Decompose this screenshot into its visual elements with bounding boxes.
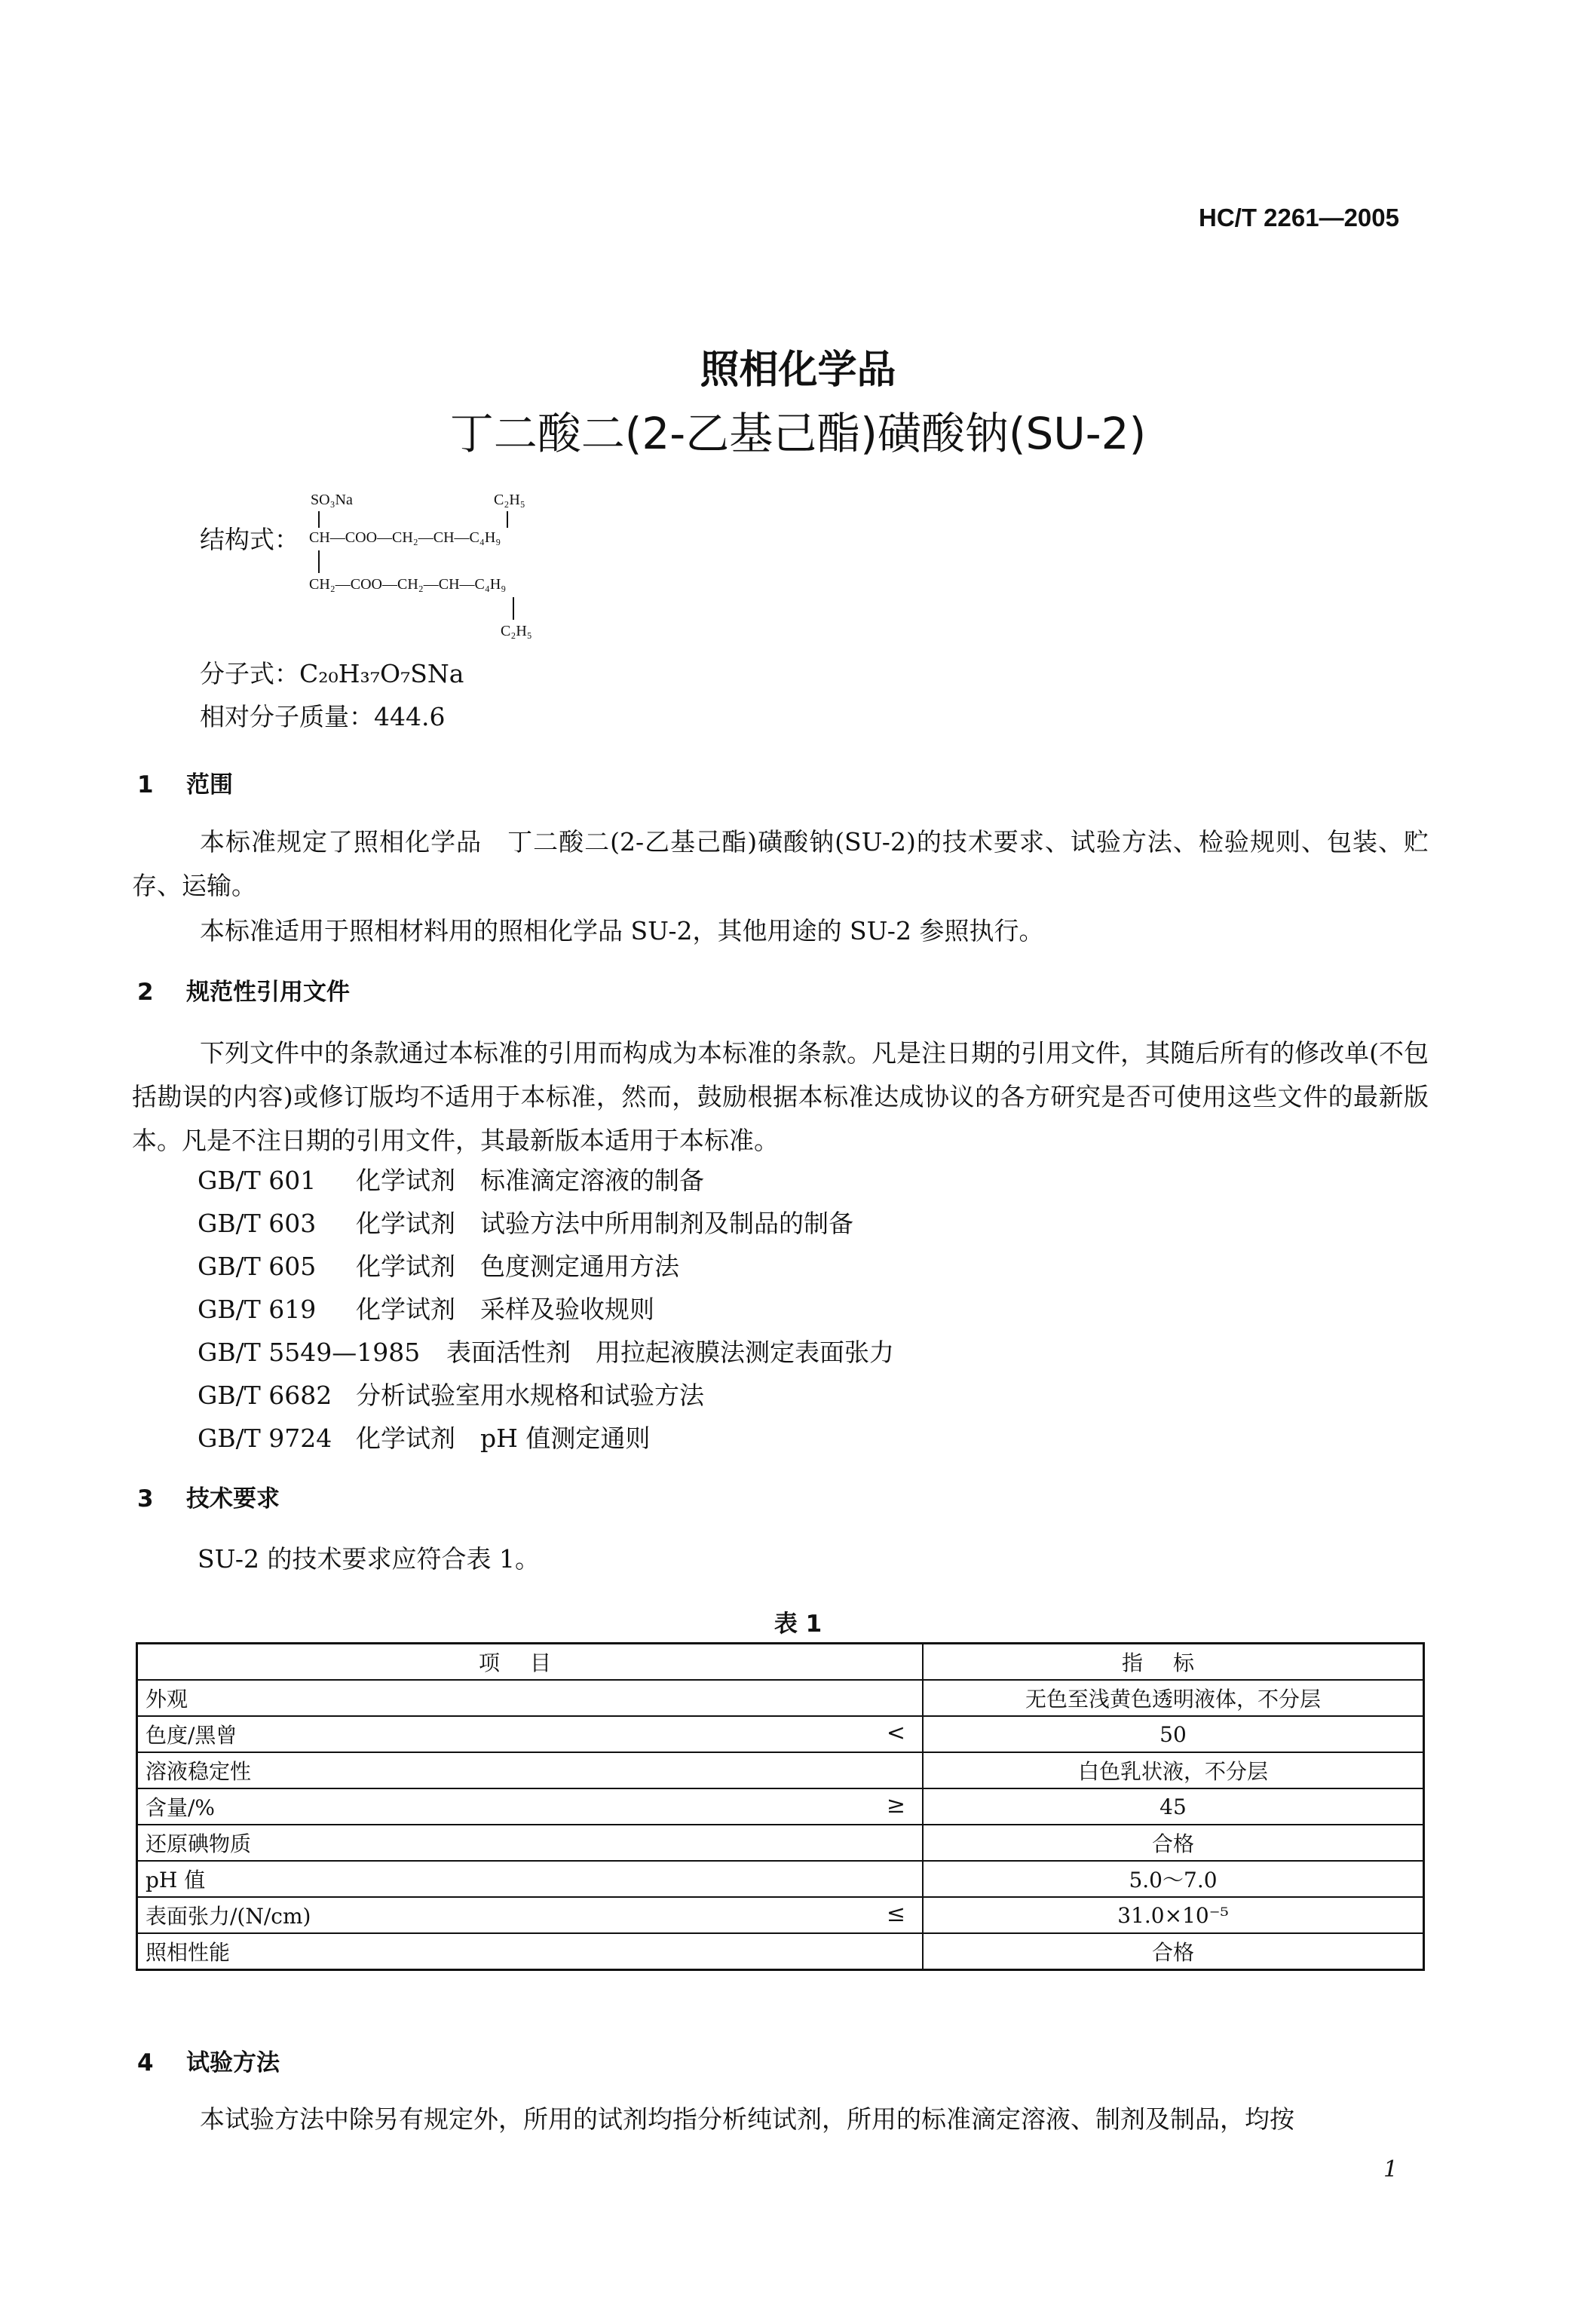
section-number: 2: [137, 979, 154, 1006]
reference-item: GB/T 601 化学试剂 标准滴定溶液的制备: [198, 1166, 704, 1195]
standard-code: HC/T 2261—2005: [1199, 204, 1399, 231]
table-row: 外观 无色至浅黄色透明液体，不分层: [137, 1680, 1424, 1716]
section-4-heading: [137, 2043, 280, 2077]
bond-vertical: [507, 511, 508, 528]
table-row: 溶液稳定性 白色乳状液，不分层: [137, 1752, 1424, 1788]
section-number: 4: [137, 2049, 154, 2076]
c2h5-top-label: C₂H₅: [494, 492, 525, 508]
table-row: 照相性能 合格: [137, 1933, 1424, 1970]
table-header-row: [137, 1644, 1424, 1681]
structure-row-1: CH—COO—CH₂—CH—C₄H₉: [309, 529, 501, 546]
section-number: 3: [137, 1485, 154, 1512]
table-1: [136, 1642, 1425, 1971]
page-number: 1: [1383, 2156, 1398, 2183]
title-line-1: 照相化学品: [700, 348, 896, 393]
section-1-paragraph-1: 本标准规定了照相化学品 丁二酸二(2-乙基己酯)磺酸钠(SU-2)的技术要求、试验方法、检验规则、包装、贮存、运输。: [132, 827, 1429, 900]
so3na-label: SO₃Na: [311, 492, 353, 508]
bond-vertical: [318, 550, 320, 573]
section-title: 范围: [186, 771, 233, 798]
section-2-heading: [137, 973, 350, 1007]
c2h5-bottom-label: C₂H₅: [501, 623, 532, 639]
reference-item: GB/T 9724 化学试剂 pH 值测定通则: [198, 1424, 651, 1453]
table-1-caption: 表 1: [773, 1611, 823, 1638]
bond-vertical: [318, 511, 320, 528]
reference-item: GB/T 619 化学试剂 采样及验收规则: [198, 1295, 654, 1324]
molecular-mass: 相对分子质量：444.6: [200, 702, 446, 731]
table-row: 色度/黑曾 < 50: [137, 1716, 1424, 1752]
header-value: 指标: [923, 1644, 1424, 1681]
reference-item: GB/T 605 化学试剂 色度测定通用方法: [198, 1252, 679, 1281]
structure-label: 结构式：: [200, 525, 299, 554]
title-line-2: 丁二酸二(2-乙基己酯)磺酸钠(SU-2): [449, 408, 1147, 459]
molecular-formula: 分子式：C₂₀H₃₇O₇SNa: [200, 659, 464, 688]
section-title: 技术要求: [186, 1485, 280, 1512]
section-3-paragraph: SU-2 的技术要求应符合表 1。: [198, 1544, 540, 1574]
section-1-paragraph-2: 本标准适用于照相材料用的照相化学品 SU-2，其他用途的 SU-2 参照执行。: [200, 916, 1044, 945]
structure-row-2: CH₂—COO—CH₂—CH—C₄H₉: [309, 576, 507, 593]
table-row: 含量/% ≥ 45: [137, 1788, 1424, 1825]
reference-item: GB/T 6682 分析试验室用水规格和试验方法: [198, 1381, 704, 1410]
table-row: 表面张力/(N/cm) ≤ 31.0×10⁻⁵: [137, 1897, 1424, 1933]
section-4-paragraph: 本试验方法中除另有规定外，所用的试剂均指分析纯试剂，所用的标准滴定溶液、制剂及制品，均按: [200, 2104, 1294, 2134]
header-item: 项目: [137, 1644, 924, 1681]
section-1-heading: [137, 765, 233, 799]
section-title: 试验方法: [186, 2049, 280, 2076]
section-number: 1: [137, 771, 154, 798]
table-row: pH 值 5.0～7.0: [137, 1861, 1424, 1897]
reference-item: GB/T 603 化学试剂 试验方法中所用制剂及制品的制备: [198, 1209, 853, 1238]
table-row: 还原碘物质 合格: [137, 1825, 1424, 1861]
section-2-paragraph: 下列文件中的条款通过本标准的引用而构成为本标准的条款。凡是注日期的引用文件，其随后所有的修改单(不包括勘误的内容)或修订版均不适用于本标准，然而，鼓励根据本标准达成协议的各方研究是否可使用这些文件的最新版本。凡是不注日期的引用文件，其最新版本适用于本标准。: [132, 1038, 1429, 1155]
section-title: 规范性引用文件: [186, 979, 350, 1006]
reference-item: GB/T 5549—1985 表面活性剂 用拉起液膜法测定表面张力: [198, 1338, 894, 1367]
section-3-heading: [137, 1479, 280, 1513]
bond-vertical: [513, 597, 514, 620]
